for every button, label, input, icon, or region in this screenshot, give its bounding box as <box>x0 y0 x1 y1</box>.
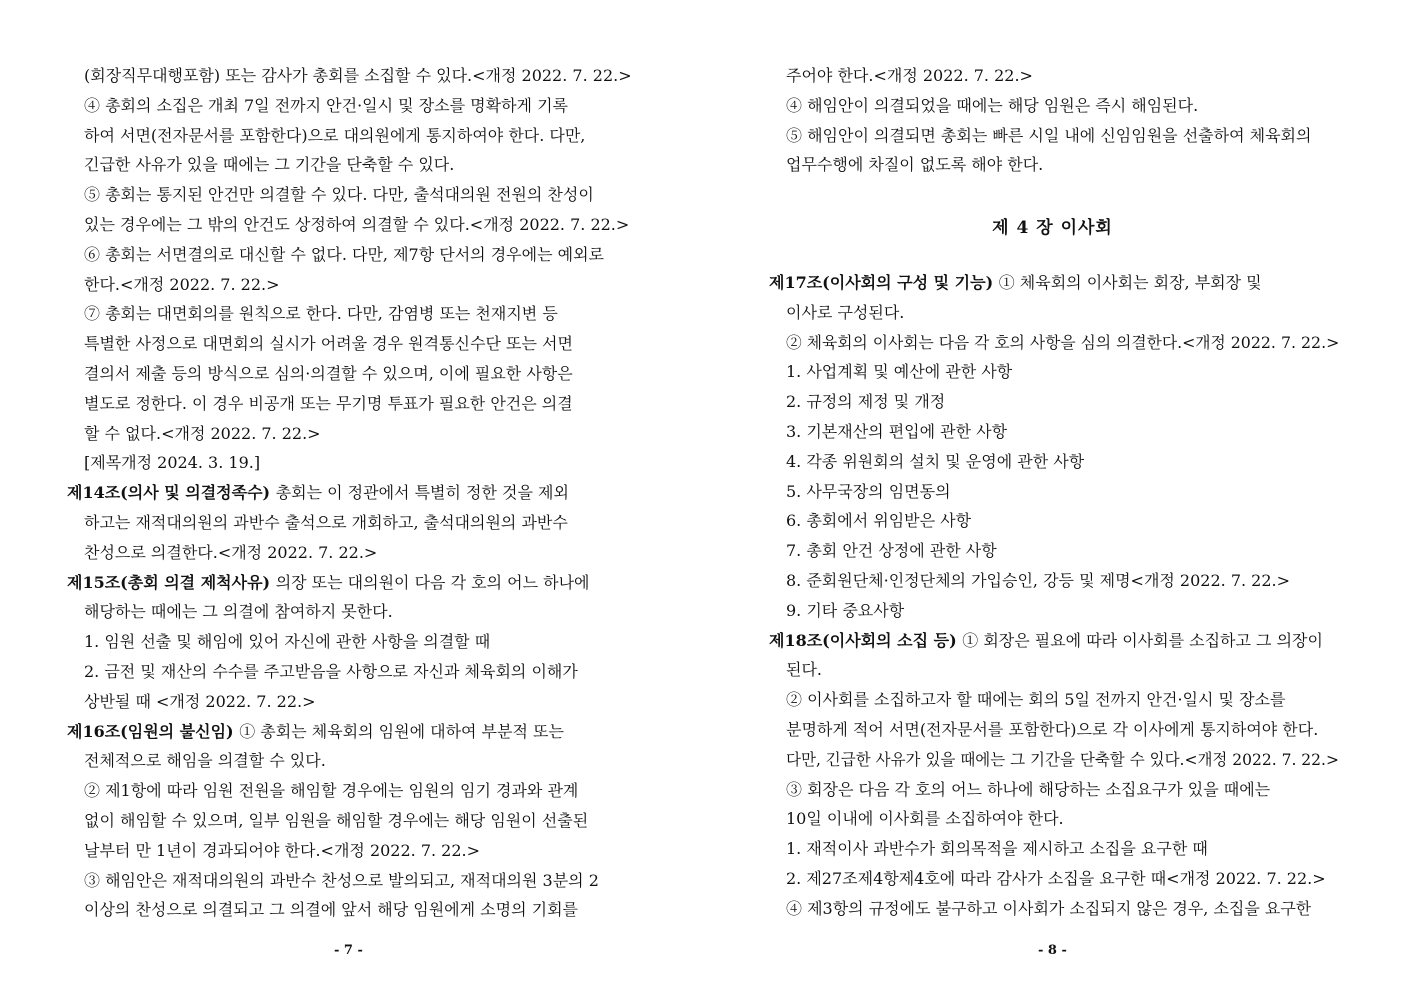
text-line: 1. 임원 선출 및 해임에 있어 자신에 관한 사항을 의결할 때 <box>84 632 491 652</box>
page-number: - 8 - <box>1038 943 1067 958</box>
text-line: ⑥ 총회는 서면결의로 대신할 수 없다. 다만, 제7항 단서의 경우에는 예외로 <box>84 244 604 264</box>
text-line: 1. 사업계획 및 예산에 관한 사항 <box>786 362 1013 382</box>
text-line: 2. 규정의 제정 및 개정 <box>786 392 946 412</box>
article-title: 제15조(총회 의결 제척사유) <box>67 572 276 592</box>
text-line: 결의서 제출 등의 방식으로 심의·의결할 수 있으며, 이에 필요한 사항은 <box>84 364 573 383</box>
article-title: 제17조(이사회의 구성 및 기능) <box>769 273 999 292</box>
left-page <box>0 0 701 992</box>
article-text: 의장 또는 대의원이 다음 각 호의 어느 하나에 <box>275 572 590 592</box>
text-line: [제목개정 2024. 3. 19.] <box>84 453 261 473</box>
article-text: ① 체육회의 이사회는 회장, 부회장 및 <box>998 273 1262 292</box>
text-line: 할 수 없다.<개정 2022. 7. 22.> <box>84 423 321 443</box>
text-line: 1. 재적이사 과반수가 회의목적을 제시하고 소집을 요구한 때 <box>786 839 1208 859</box>
text-line: 3. 기본재산의 편입에 관한 사항 <box>786 422 1008 441</box>
text-line: ⑦ 총회는 대면회의를 원칙으로 한다. 다만, 감염병 또는 천재지변 등 <box>84 304 558 324</box>
text-line: 찬성으로 의결한다.<개정 2022. 7. 22.> <box>84 542 378 562</box>
text-line: 전체적으로 해임을 의결할 수 있다. <box>84 751 326 771</box>
text-line: 주어야 한다.<개정 2022. 7. 22.> <box>786 66 1033 85</box>
right-page <box>702 0 1403 992</box>
text-line: 특별한 사정으로 대면회의 실시가 어려울 경우 원격통신수단 또는 서면 <box>84 334 573 354</box>
text-line: ④ 총회의 소집은 개최 7일 전까지 안건·일시 및 장소를 명확하게 기록 <box>84 95 568 115</box>
text-line: ② 체육회의 이사회는 다음 각 호의 사항을 심의 의결한다.<개정 2022. 7. 22.> <box>786 332 1340 352</box>
text-line: ⑤ 총회는 통지된 안건만 의결할 수 있다. 다만, 출석대의원 전원의 찬성이 <box>84 185 594 205</box>
article-text: ① 회장은 필요에 따라 이사회를 소집하고 그 의장이 <box>962 630 1323 650</box>
chapter-title: 제 4 장 이사회 <box>992 218 1113 238</box>
text-line: ③ 해임안은 재적대의원의 과반수 찬성으로 발의되고, 재적대의원 3분의 2 <box>84 870 599 890</box>
text-line: 2. 제27조제4항제4호에 따라 감사가 소집을 요구한 때<개정 2022. 7. 22.> <box>786 869 1326 888</box>
text-line: ③ 회장은 다음 각 호의 어느 하나에 해당하는 소집요구가 있을 때에는 <box>786 779 1271 799</box>
text-line: 4. 각종 위원회의 설치 및 운영에 관한 사항 <box>786 451 1085 471</box>
article-heading-line <box>67 722 637 742</box>
text-line: 9. 기타 중요사항 <box>786 600 905 620</box>
text-line: 분명하게 적어 서면(전자문서를 포함한다)으로 각 이사에게 통지하여야 한다. <box>786 720 1319 739</box>
text-line: 있는 경우에는 그 밖의 안건도 상정하여 의결할 수 있다.<개정 2022. 7. 22.> <box>84 215 630 234</box>
text-line: 다만, 긴급한 사유가 있을 때에는 그 기간을 단축할 수 있다.<개정 2022. 7. 22.> <box>786 749 1339 769</box>
article-title: 제16조(임원의 불신임) <box>67 721 240 741</box>
text-line: 날부터 만 1년이 경과되어야 한다.<개정 2022. 7. 22.> <box>84 840 481 860</box>
text-line: 없이 해임할 수 있으며, 일부 임원을 해임할 경우에는 해당 임원이 선출된 <box>84 811 589 830</box>
article-heading-line <box>769 631 1339 651</box>
text-line: 업무수행에 차질이 없도록 해야 한다. <box>786 155 1044 175</box>
article-title: 제18조(이사회의 소집 등) <box>769 630 963 650</box>
text-line: 한다.<개정 2022. 7. 22.> <box>84 274 280 294</box>
text-line: 하여 서면(전자문서를 포함한다)으로 대의원에게 통지하여야 한다. 다만, <box>84 125 586 145</box>
text-line: 별도로 정한다. 이 경우 비공개 또는 무기명 투표가 필요한 안건은 의결 <box>84 393 573 413</box>
text-line: ② 제1항에 따라 임원 전원을 해임할 경우에는 임원의 임기 경과와 관계 <box>84 781 579 801</box>
text-line: ⑤ 해임안이 의결되면 총회는 빠른 시일 내에 신임임원을 선출하여 체육회의 <box>786 125 1312 145</box>
article-text: 총회는 이 정관에서 특별히 정한 것을 제외 <box>275 483 569 503</box>
text-line: 상반될 때 <개정 2022. 7. 22.> <box>84 691 316 711</box>
text-line: 이사로 구성된다. <box>786 302 905 322</box>
text-line: 6. 총회에서 위임받은 사항 <box>786 511 972 531</box>
page-number: - 7 - <box>334 943 363 958</box>
text-line: ④ 제3항의 규정에도 불구하고 이사회가 소집되지 않은 경우, 소집을 요구한 <box>786 898 1312 918</box>
text-line: 2. 금전 및 재산의 수수를 주고받음을 사항으로 자신과 체육회의 이해가 <box>84 662 578 681</box>
text-line: 된다. <box>786 660 822 680</box>
article-title: 제14조(의사 및 의결정족수) <box>67 483 276 503</box>
article-heading-line <box>67 573 637 593</box>
text-line: 8. 준회원단체·인정단체의 가입승인, 강등 및 제명<개정 2022. 7. 22.> <box>786 571 1291 590</box>
text-line: 10일 이내에 이사회를 소집하여야 한다. <box>786 809 1064 829</box>
text-line: 하고는 재적대의원의 과반수 출석으로 개회하고, 출석대의원의 과반수 <box>84 513 568 532</box>
text-line: 긴급한 사유가 있을 때에는 그 기간을 단축할 수 있다. <box>84 155 455 175</box>
article-text: ① 총회는 체육회의 임원에 대하여 부분적 또는 <box>239 721 564 741</box>
text-line: 7. 총회 안건 상정에 관한 사항 <box>786 541 997 561</box>
text-line: (회장직무대행포함) 또는 감사가 총회를 소집할 수 있다.<개정 2022. 7. 22.> <box>84 66 632 85</box>
text-line: ④ 해임안이 의결되었을 때에는 해당 임원은 즉시 해임된다. <box>786 95 1199 115</box>
text-line: 해당하는 때에는 그 의결에 참여하지 못한다. <box>84 602 393 622</box>
text-line: 이상의 찬성으로 의결되고 그 의결에 앞서 해당 임원에게 소명의 기회를 <box>84 900 578 920</box>
text-line: 5. 사무국장의 임면동의 <box>786 481 951 501</box>
article-heading-line <box>67 483 637 503</box>
text-line: ② 이사회를 소집하고자 할 때에는 회의 5일 전까지 안건·일시 및 장소를 <box>786 690 1286 710</box>
article-heading-line <box>769 273 1339 293</box>
